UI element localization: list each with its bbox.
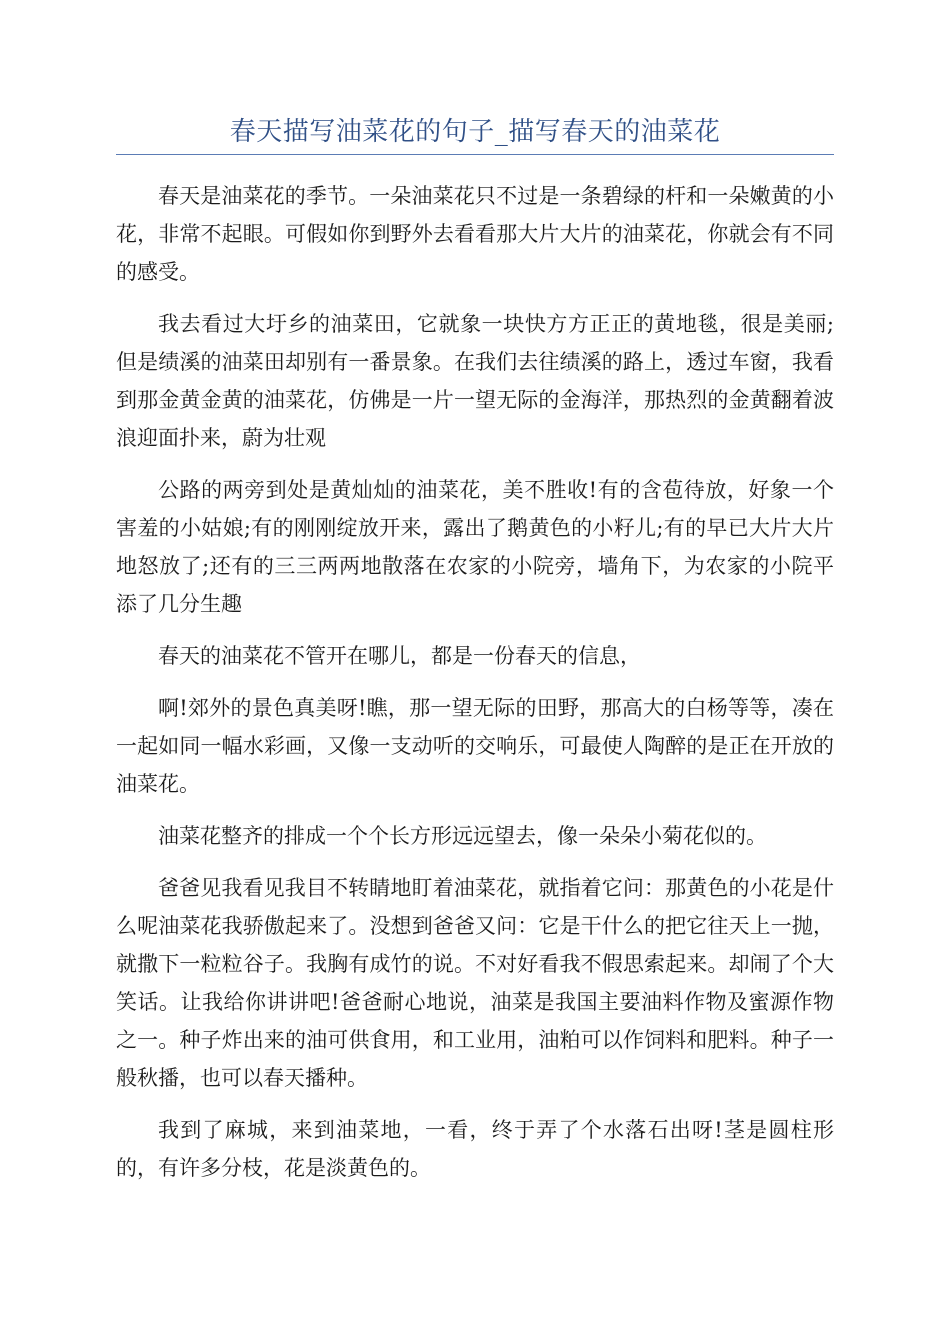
paragraph-4: 春天的油菜花不管开在哪儿，都是一份春天的信息，	[158, 644, 641, 668]
paragraph-1: 春天是油菜花的季节。一朵油菜花只不过是一条碧绿的杆和一朵嫩黄的小花，非常不起眼。可假如你到野外去看看那大片大片的油菜花，你就会有不同的感受。	[116, 184, 834, 284]
title-underline	[116, 154, 834, 155]
paragraph-5: 啊!郊外的景色真美呀!瞧，那一望无际的田野，那高大的白杨等等，凑在一起如同一幅水彩画，又像一支动听的交响乐，可最使人陶醉的是正在开放的油菜花。	[116, 696, 834, 796]
paragraph-2: 我去看过大圩乡的油菜田，它就象一块快方方正正的黄地毯，很是美丽;但是绩溪的油菜田却别有一番景象。在我们去往绩溪的路上，透过车窗，我看到那金黄金黄的油菜花，仿佛是一片一望无际的金海洋，那热烈的金黄翻着波浪迎面扑来，蔚为壮观	[116, 312, 834, 450]
document-page	[116, 110, 834, 1201]
paragraph-8: 我到了麻城，来到油菜地，一看，终于弄了个水落石出呀!茎是圆柱形的，有许多分枝，花是淡黄色的。	[116, 1118, 834, 1180]
paragraph-3: 公路的两旁到处是黄灿灿的油菜花，美不胜收!有的含苞待放，好象一个害羞的小姑娘;有的刚刚绽放开来，露出了鹅黄色的小籽儿;有的早已大片大片地怒放了;还有的三三两两地散落在农家的小院旁，墙角下，为农家的小院平添了几分生趣	[116, 478, 834, 616]
paragraph-6: 油菜花整齐的排成一个个长方形远远望去，像一朵朵小菊花似的。	[158, 824, 767, 848]
document-title: 春天描写油菜花的句子_描写春天的油菜花	[229, 117, 721, 147]
paragraph-7: 爸爸见我看见我目不转睛地盯着油菜花，就指着它问：那黄色的小花是什么呢油菜花我骄傲起来了。没想到爸爸又问：它是干什么的把它往天上一抛，就撒下一粒粒谷子。我胸有成竹的说。不对好看我不假思索起来。却闹了个大笑话。让我给你讲讲吧!爸爸耐心地说，油菜是我国主要油料作物及蜜源作物之一。种子炸出来的油可供食用，和工业用，油粕可以作饲料和肥料。种子一般秋播，也可以春天播种。	[116, 876, 834, 1090]
